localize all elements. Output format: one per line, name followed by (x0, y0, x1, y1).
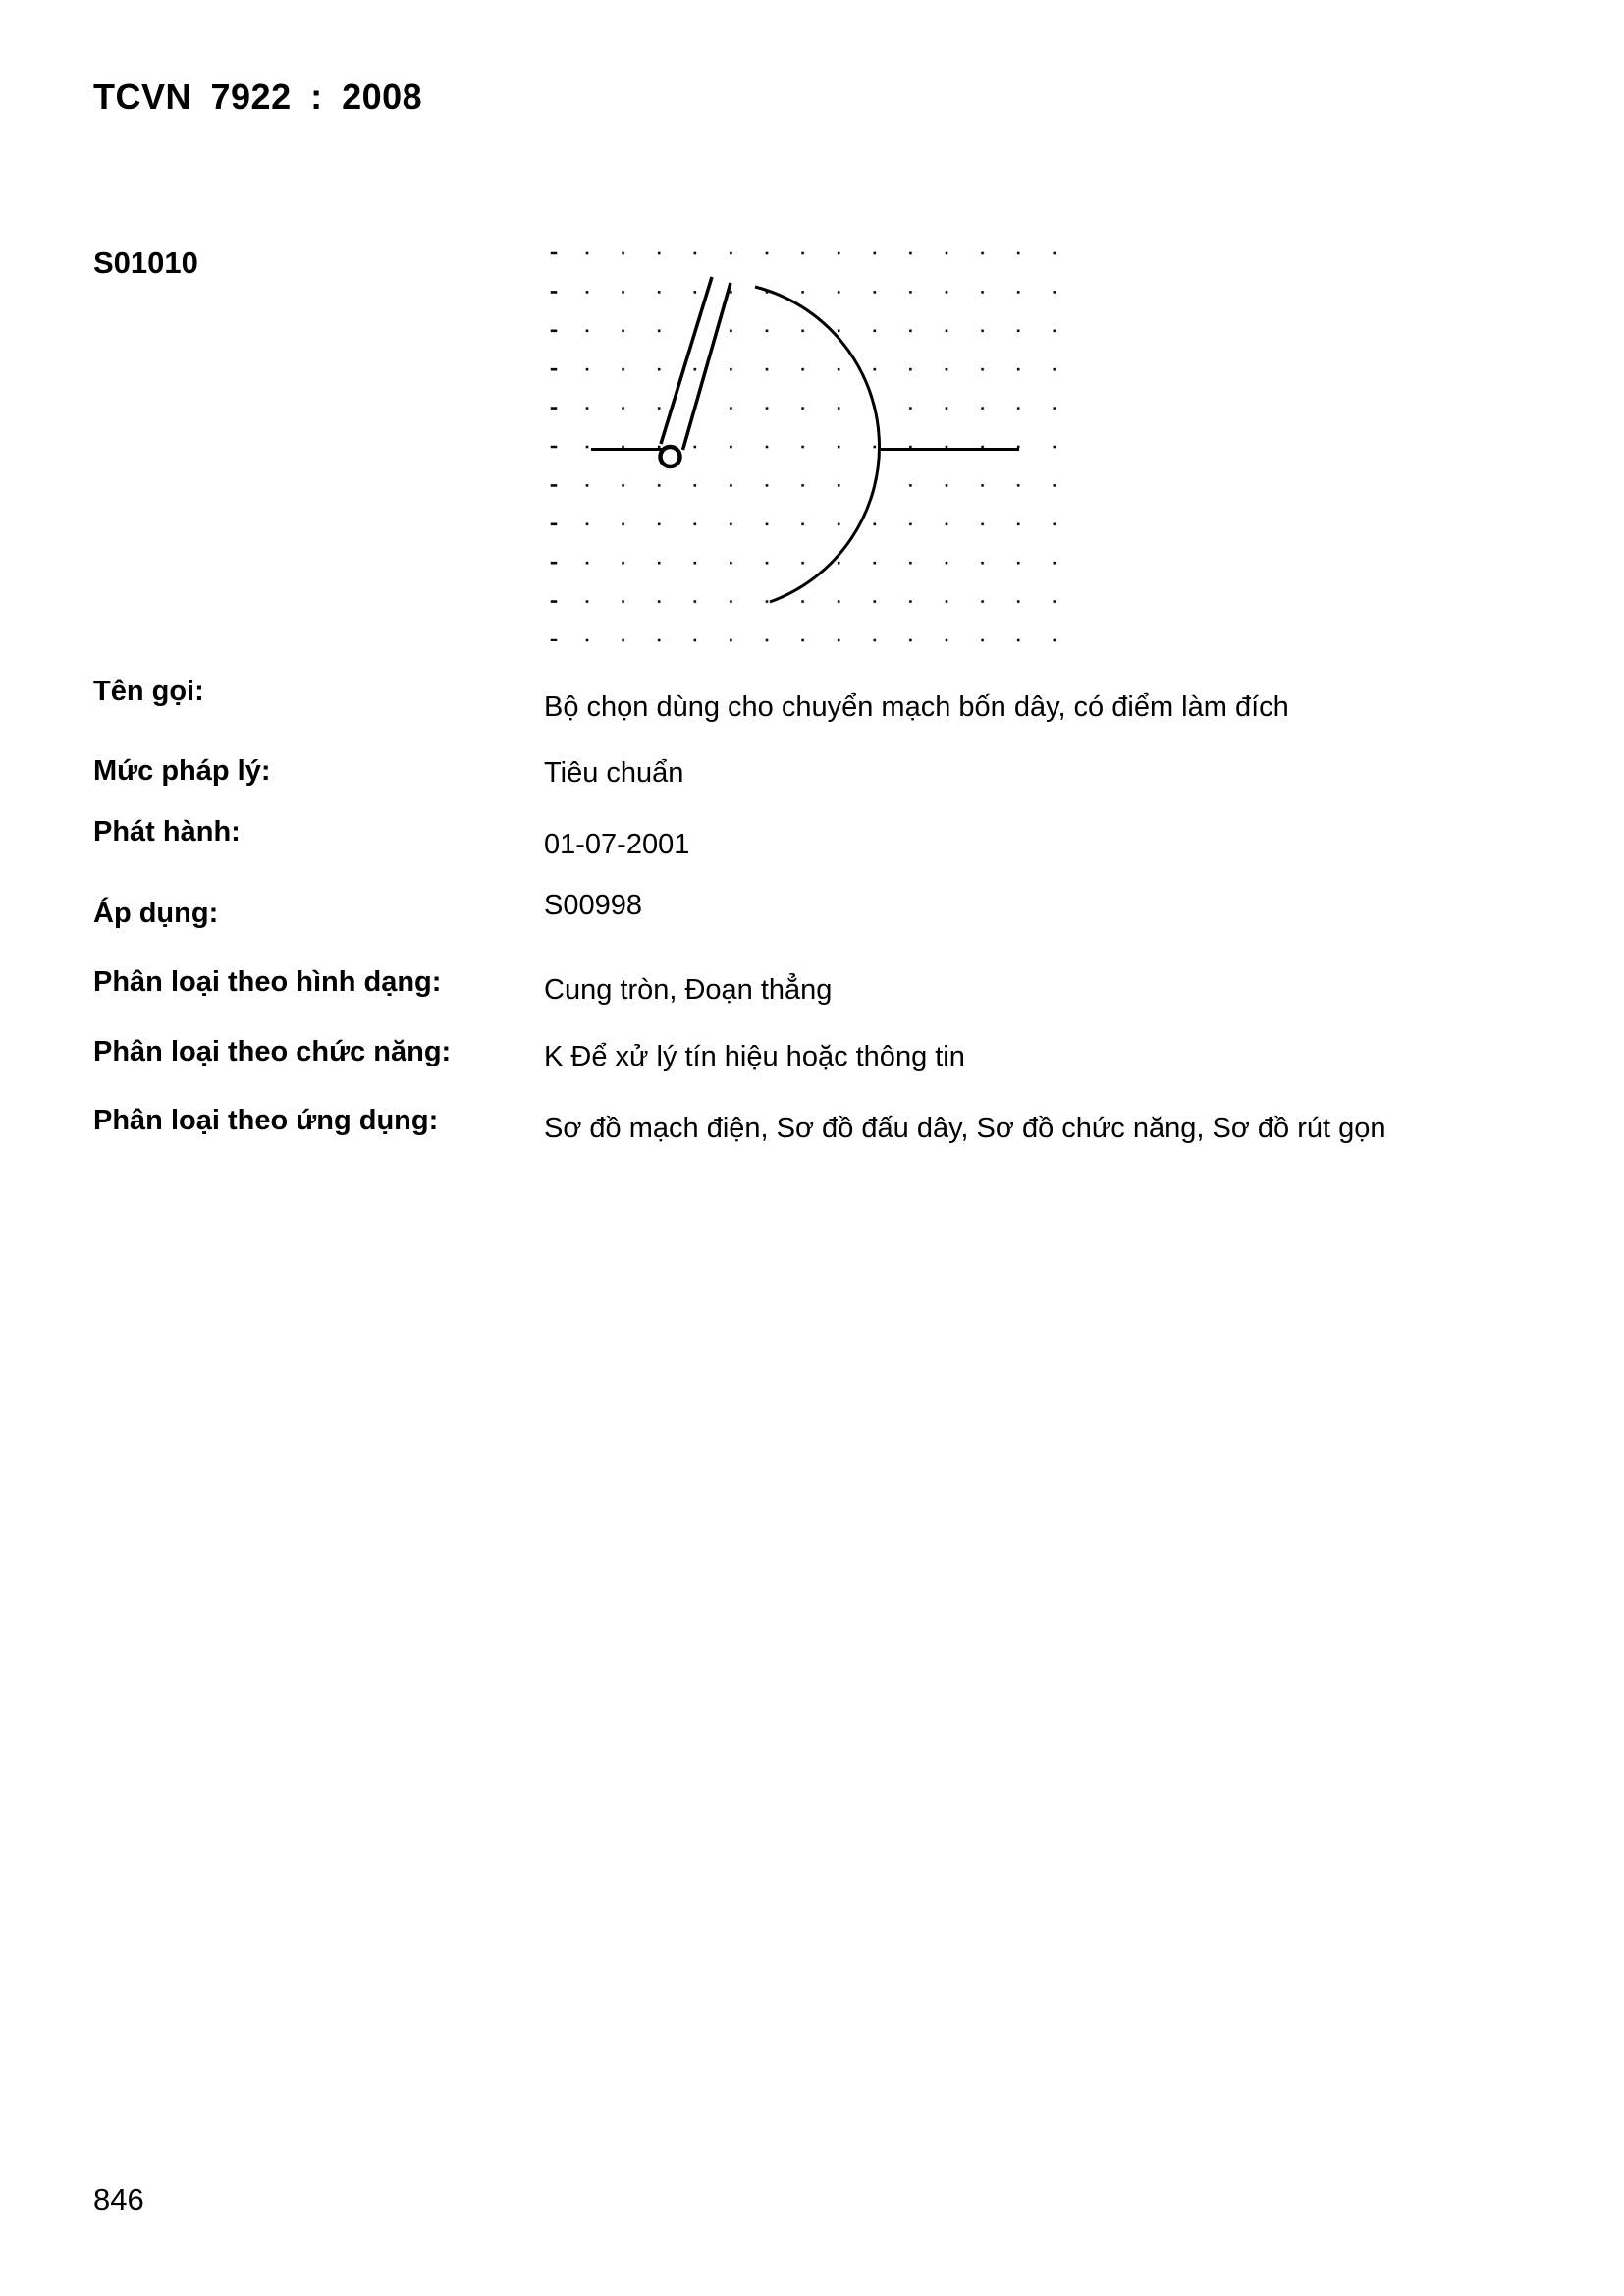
field-label-phan-loai-hinh-dang: Phân loại theo hình dạng: (93, 966, 442, 998)
field-value-ap-dung: S00998 (544, 890, 642, 921)
field-value-phat-hanh: 01-07-2001 (544, 829, 690, 860)
page-number: 846 (93, 2182, 144, 2216)
field-label-ap-dung: Áp dụng: (93, 898, 219, 929)
field-value-phan-loai-ung-dung: Sơ đồ mạch điện, Sơ đồ đấu dây, Sơ đồ chức năng, Sơ đồ rút gọn (544, 1113, 1386, 1144)
field-value-phan-loai-hinh-dang: Cung tròn, Đoạn thẳng (544, 974, 833, 1006)
symbol-diagram (535, 236, 1075, 653)
field-value-ten-goi: Bộ chọn dùng cho chuyển mạch bốn dây, có điểm làm đích (544, 691, 1289, 723)
field-label-phan-loai-chuc-nang: Phân loại theo chức năng: (93, 1036, 452, 1067)
field-label-phan-loai-ung-dung: Phân loại theo ứng dụng: (93, 1105, 439, 1136)
symbol-id: S01010 (93, 246, 198, 280)
dot-grid (582, 249, 1059, 644)
document-header: TCVN 7922 : 2008 (93, 77, 423, 117)
field-label-ten-goi: Tên gọi: (93, 676, 204, 707)
field-label-muc-phap-ly: Mức pháp lý: (93, 755, 271, 787)
field-value-muc-phap-ly: Tiêu chuẩn (544, 757, 684, 789)
field-value-phan-loai-chuc-nang: K Để xử lý tín hiệu hoặc thông tin (544, 1041, 965, 1072)
field-label-phat-hanh: Phát hành: (93, 816, 241, 847)
